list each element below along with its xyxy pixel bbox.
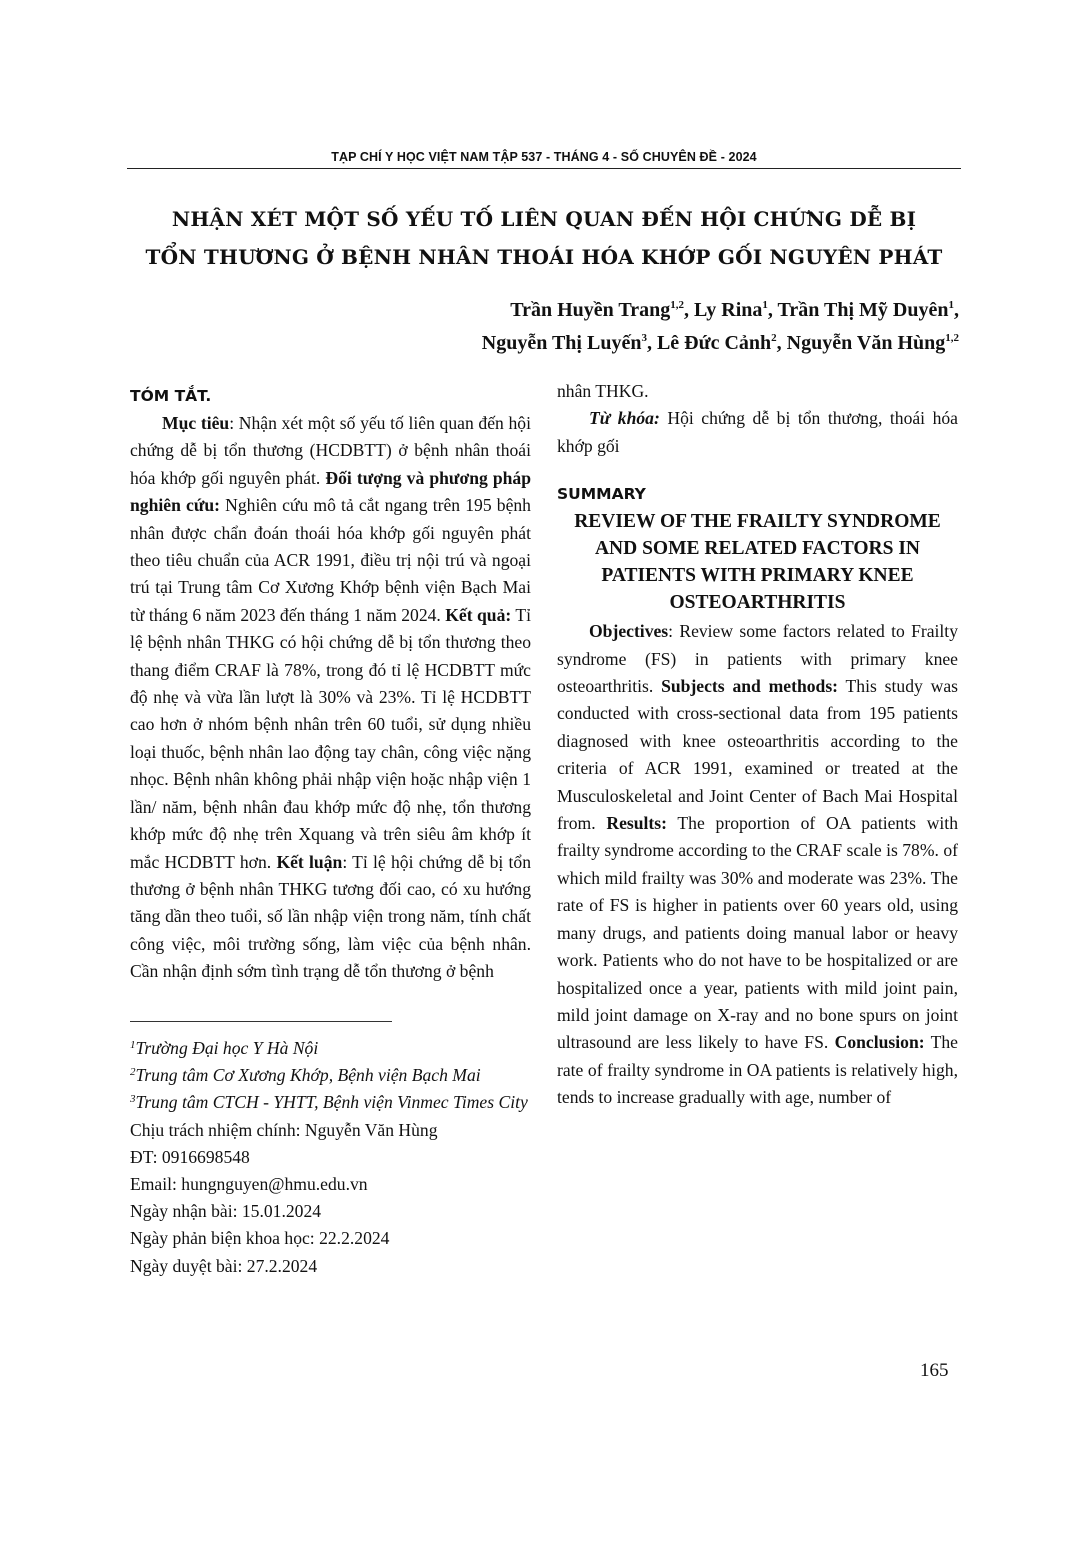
- author-name: Lê Đức Cảnh: [656, 332, 772, 354]
- author-list: [482, 294, 959, 360]
- keywords-text: Hội chứng dễ bị tổn thương, thoái hóa khớp gối: [557, 408, 958, 456]
- author-name: Trần Thị Mỹ Duyên: [777, 299, 949, 321]
- english-title: REVIEW OF THE FRAILTY SYNDROME AND SOME RELATED FACTORS IN PATIENTS WITH PRIMARY KNEE OSTEOARTHRITIS: [574, 511, 941, 614]
- methods-label: Đối tượng và phương pháp nghiên cứu:: [130, 467, 532, 516]
- footnotes: [130, 1035, 531, 1280]
- author-name: Nguyễn Văn Hùng: [786, 332, 946, 354]
- affiliation-text: Trường Đại học Y Hà Nội: [135, 1038, 319, 1058]
- results-label: Kết quả:: [445, 604, 512, 625]
- abstract-vi-paragraph: [130, 410, 531, 986]
- conclusion-label: Kết luận: [276, 851, 343, 872]
- author-line-1: [482, 294, 959, 327]
- en-methods-text: This study was conducted with cross-sectional data from 195 patients diagnosed with knee osteoarthritis according to the criteria of ACR 1991, examined or treated at the Musculoskeletal and Joint Center of Bach Mai Hospital from.: [557, 676, 958, 834]
- header-rule: [127, 168, 961, 169]
- affiliation-number: 1: [130, 1039, 136, 1051]
- author-affiliation: 1,2: [945, 332, 959, 344]
- results-text: Tỉ lệ bệnh nhân THKG có hội chứng dễ bị tổn thương theo thang điểm CRAF là 78%, trong đó tỉ lệ HCDBTT mức độ nhẹ và vừa lần lượt là 30% và 23%. Tỉ lệ HCDBTT cao hơn ở nhóm bệnh nhân trên 60 tuổi, sử dụng nhiều loại thuốc, bệnh nhân lao động tay chân, công việc nặng nhọc. Bệnh nhân không phải nhập viện hoặc nhập viện 1 lần/ năm, bệnh nhân đau khớp mức độ nhẹ, tổn thương khớp mức độ nhẹ trên Xquang và trên siêu âm khớp ít mắc HCDBTT hơn.: [130, 604, 531, 872]
- author-name: Nguyễn Thị Luyến: [481, 332, 642, 354]
- en-methods-label: Subjects and methods:: [661, 676, 839, 697]
- article-title: [127, 200, 961, 276]
- author-separator: ,: [767, 299, 778, 321]
- objective-label: Mục tiêu: [162, 413, 230, 433]
- affiliation-number: 3: [130, 1093, 136, 1106]
- title-line-2: TỔN THƯƠNG Ở BỆNH NHÂN THOÁI HÓA KHỚP GỐI NGUYÊN PHÁT: [145, 245, 943, 269]
- en-conclusion-label: Conclusion:: [834, 1032, 925, 1053]
- phone: ĐT: 0916698548: [130, 1146, 250, 1167]
- keywords-label: Từ khóa:: [589, 408, 660, 429]
- page-number: 165: [920, 1360, 949, 1381]
- abstract-vi-heading: TÓM TẮT.: [130, 387, 212, 405]
- affiliation-text: Trung tâm CTCH - YHTT, Bệnh viện Vinmec Times City: [135, 1092, 528, 1113]
- author-separator: ,: [954, 299, 959, 321]
- author-separator: ,: [646, 332, 657, 354]
- footnote-divider: [130, 1021, 392, 1022]
- conclusion-text-continued: nhân THKG.: [557, 381, 649, 401]
- reviewed-date: Ngày phản biện khoa học: 22.2.2024: [130, 1228, 390, 1249]
- author-line-2: [482, 327, 959, 360]
- author-name: Ly Rina: [694, 299, 763, 321]
- en-results-text: The proportion of OA patients with frailty syndrome according to the CRAF scale is 78%. of which mild frailty was 30% and moderate was 23%. The rate of FS is higher in patients over 60 years old, using many drugs, and patients doing manual labor or heavy work. Patients who do not have to be hospitalized or are hospitalized once a year, patients with mild joint pain, mild joint damage on X-ray and no bone spurs on joint ultrasound are less likely to have FS.: [557, 813, 958, 1053]
- summary-heading: SUMMARY: [557, 485, 646, 504]
- author-name: Trần Huyền Trang: [510, 299, 671, 321]
- right-column: [557, 378, 958, 1112]
- objective-text: : Nhận xét một số yếu tố liên quan đến hội chứng dễ bị tổn thương (HCDBTT) ở bệnh nhân thoái hóa khớp gối nguyên phát.: [130, 413, 531, 488]
- author-affiliation: 3: [641, 332, 647, 344]
- author-affiliation: 2: [771, 332, 777, 344]
- affiliation-3: [130, 1089, 531, 1116]
- methods-text: Nghiên cứu mô tả cắt ngang trên 195 bệnh nhân được chẩn đoán thoái hóa khớp gối nguyên phát theo tiêu chuẩn của ACR 1991, điều trị nội trú và ngoại trú tại Trung tâm Cơ Xương Khớp bệnh viện Bạch Mai từ tháng 6 năm 2023 đến tháng 1 năm 2024.: [130, 495, 531, 625]
- conclusion-text: : Tỉ lệ hội chứng dễ bị tổn thương ở bệnh nhân THKG tương đối cao, có xu hướng tăng dần theo tuổi, số lần nhập viện trong năm, tính chất công việc, môi trường sống, làm việc của bệnh nhân. Cần nhận định sớm tình trạng dễ tổn thương ở bệnh: [130, 851, 531, 982]
- responsible-author: Chịu trách nhiệm chính: Nguyễn Văn Hùng: [130, 1119, 438, 1140]
- abstract-vi-continuation: [557, 378, 958, 405]
- en-conclusion-text: The rate of frailty syndrome in OA patients is relatively high, tends to increase gradually with age, number of: [557, 1032, 958, 1108]
- left-column: [130, 384, 531, 986]
- keywords: [557, 405, 958, 460]
- title-line-1: NHẬN XÉT MỘT SỐ YẾU TỐ LIÊN QUAN ĐẾN HỘI CHỨNG DỄ BỊ: [171, 207, 917, 231]
- affiliation-2: [130, 1062, 531, 1089]
- author-separator: ,: [684, 299, 695, 321]
- affiliation-text: Trung tâm Cơ Xương Khớp, Bệnh viện Bạch Mai: [135, 1065, 481, 1086]
- objectives-text: : Review some factors related to Frailty syndrome (FS) in patients with primary knee osteoarthritis.: [557, 621, 958, 697]
- author-separator: ,: [776, 332, 787, 354]
- accepted-date: Ngày duyệt bài: 27.2.2024: [130, 1255, 318, 1276]
- affiliation-1: [130, 1035, 531, 1062]
- running-head: TẠP CHÍ Y HỌC VIỆT NAM TẬP 537 - THÁNG 4 - SỐ CHUYÊN ĐỀ - 2024: [331, 150, 757, 164]
- affiliation-number: 2: [130, 1066, 136, 1079]
- received-date: Ngày nhận bài: 15.01.2024: [130, 1201, 322, 1222]
- author-affiliation: 1,2: [670, 299, 685, 311]
- author-affiliation: 1: [948, 299, 954, 311]
- abstract-en-paragraph: [557, 618, 958, 1111]
- author-affiliation: 1: [762, 299, 768, 311]
- email: Email: hungnguyen@hmu.edu.vn: [130, 1174, 368, 1195]
- objectives-label: Objectives: [589, 621, 669, 642]
- en-results-label: Results:: [606, 813, 667, 834]
